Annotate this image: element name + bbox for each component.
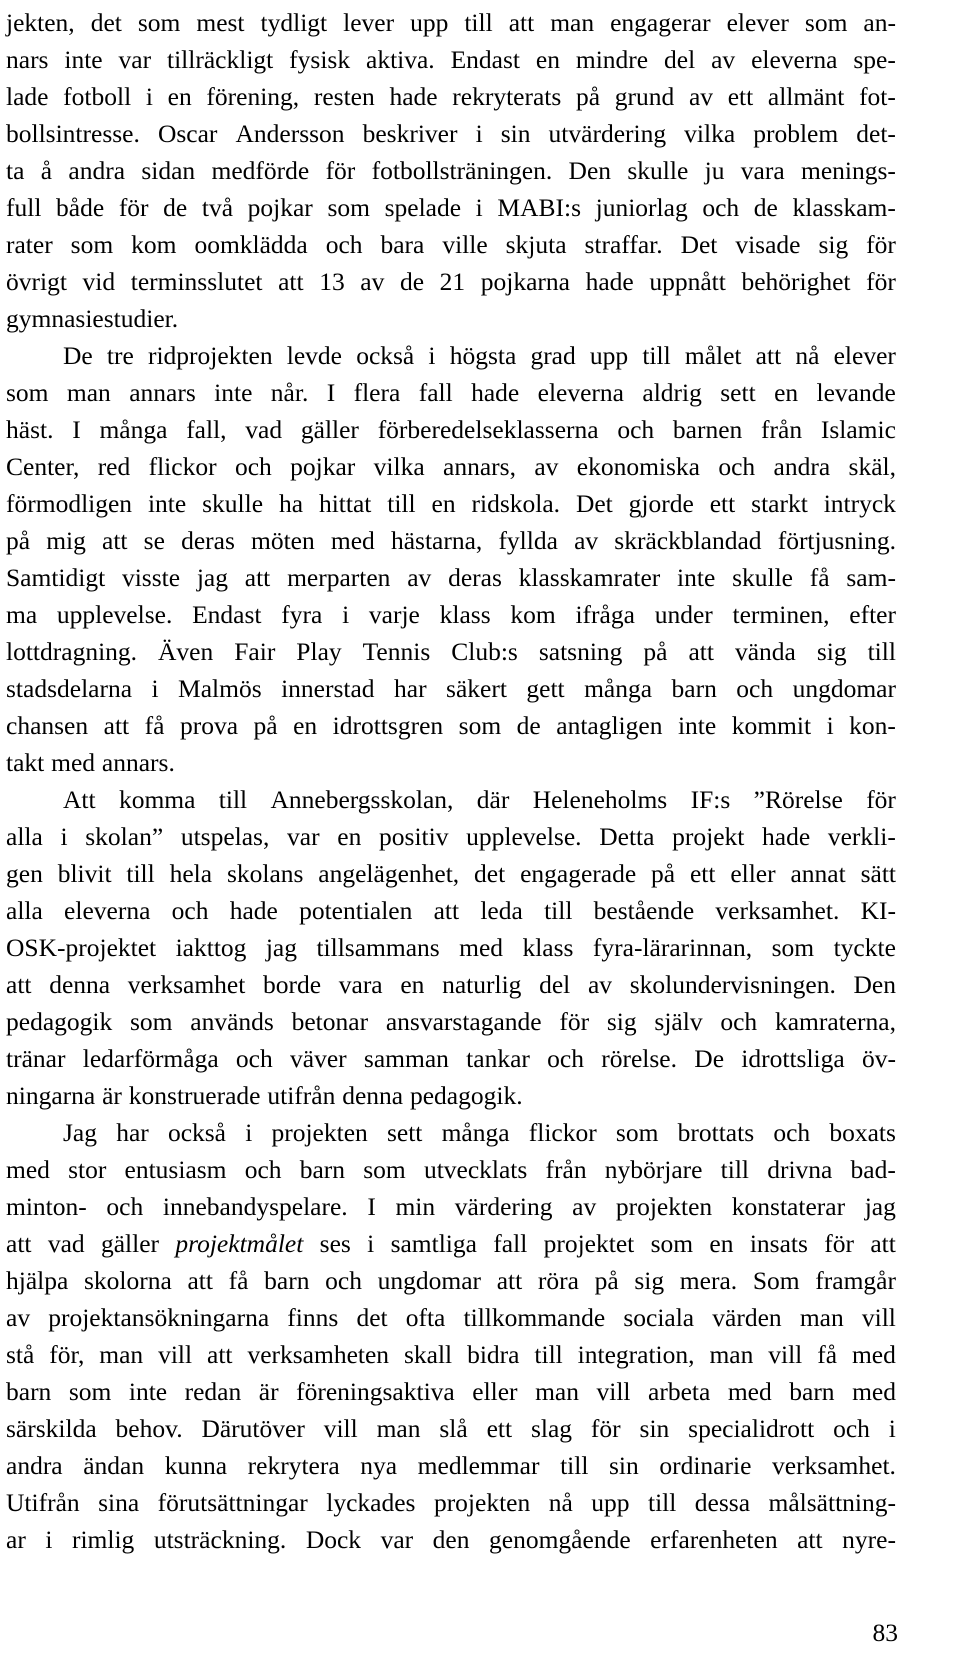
- text-line: alla eleverna och hade potentialen att leda till bestående verksamhet. KI-: [6, 896, 896, 925]
- text-line: nars inte var tillräckligt fysisk aktiva. Endast en mindre del av eleverna spe-: [6, 45, 896, 74]
- text-line: att denna verksamhet borde vara en naturlig del av skolundervisningen. Den: [6, 970, 896, 999]
- text-line: gymnasiestudier.: [6, 304, 179, 333]
- text-line: Samtidigt visste jag att merparten av deras klasskamrater inte skulle få sam-: [6, 563, 896, 592]
- text-line: häst. I många fall, vad gäller förberedelseklasserna och barnen från Islamic: [6, 415, 896, 444]
- text-line: rater som kom oomklädda och bara ville skjuta straffar. Det visade sig för: [6, 230, 896, 259]
- text-line: lade fotboll i en förening, resten hade rekryterats på grund av ett allmänt fot-: [6, 82, 896, 111]
- text-line: Jag har också i projekten sett många flickor som brottats och boxats: [63, 1118, 896, 1147]
- text-line: OSK-projektet iakttog jag tillsammans med klass fyra-lärarinnan, som tyckte: [6, 933, 896, 962]
- text-line: lottdragning. Även Fair Play Tennis Club:s satsning på att vända sig till: [6, 637, 896, 666]
- text-line: stadsdelarna i Malmös innerstad har säkert gett många barn och ungdomar: [6, 674, 896, 703]
- text-line: att vad gäller projektmålet ses i samtliga fall projektet som en insats för att: [6, 1229, 896, 1258]
- text-line: tränar ledarförmåga och väver samman tankar och rörelse. De idrottsliga öv-: [6, 1044, 896, 1073]
- text-line: av projektansökningarna finns det ofta tillkommande sociala värden man vill: [6, 1303, 896, 1332]
- text-line: som man annars inte når. I flera fall hade eleverna aldrig sett en levande: [6, 378, 896, 407]
- text-line: ma upplevelse. Endast fyra i varje klass kom ifråga under terminen, efter: [6, 600, 896, 629]
- text-line: stå för, man vill att verksamheten skall bidra till integration, man vill få med: [6, 1340, 896, 1369]
- text-line: minton- och innebandyspelare. I min värdering av projekten konstaterar jag: [6, 1192, 896, 1221]
- page-number: 83: [872, 1618, 898, 1647]
- text-line: De tre ridprojekten levde också i högsta grad upp till målet att nå elever: [63, 341, 896, 370]
- text-line: med stor entusiasm och barn som utvecklats från nybörjare till drivna bad-: [6, 1155, 896, 1184]
- text-line: förmodligen inte skulle ha hittat till en ridskola. Det gjorde ett starkt intryck: [6, 489, 896, 518]
- text-line: takt med annars.: [6, 748, 175, 777]
- text-line: gen blivit till hela skolans angelägenhet, det engagerade på ett eller annat sätt: [6, 859, 896, 888]
- text-line: hjälpa skolorna att få barn och ungdomar att röra på sig mera. Som framgår: [6, 1266, 896, 1295]
- text-line: övrigt vid terminsslutet att 13 av de 21 pojkarna hade uppnått behörighet för: [6, 267, 896, 296]
- text-line: Utifrån sina förutsättningar lyckades projekten nå upp till dessa målsättning-: [6, 1488, 896, 1517]
- body-text: [6, 4, 896, 1558]
- text-line: Center, red flickor och pojkar vilka annars, av ekonomiska och andra skäl,: [6, 452, 896, 481]
- text-line: full både för de två pojkar som spelade i MABI:s juniorlag och de klasskam-: [6, 193, 896, 222]
- text-line: ningarna är konstruerade utifrån denna pedagogik.: [6, 1081, 523, 1110]
- text-line: andra ändan kunna rekrytera nya medlemmar till sin ordinarie verksamhet.: [6, 1451, 896, 1480]
- text-line: ta å andra sidan medförde för fotbollsträningen. Den skulle ju vara menings-: [6, 156, 896, 185]
- text-line: barn som inte redan är föreningsaktiva eller man vill arbeta med barn med: [6, 1377, 896, 1406]
- text-line: ar i rimlig utsträckning. Dock var den genomgående erfarenheten att nyre-: [6, 1525, 896, 1554]
- text-line: alla i skolan” utspelas, var en positiv upplevelse. Detta projekt hade verkli-: [6, 822, 896, 851]
- text-line: särskilda behov. Därutöver vill man slå ett slag för sin specialidrott och i: [6, 1414, 896, 1443]
- text-line: jekten, det som mest tydligt lever upp till att man engagerar elever som an-: [6, 8, 896, 37]
- text-line: chansen att få prova på en idrottsgren som de antagligen inte kommit i kon-: [6, 711, 896, 740]
- text-line: pedagogik som används betonar ansvarstagande för sig själv och kamraterna,: [6, 1007, 896, 1036]
- text-line: på mig att se deras möten med hästarna, fyllda av skräckblandad förtjusning.: [6, 526, 896, 555]
- text-line: bollsintresse. Oscar Andersson beskriver i sin utvärdering vilka problem det-: [6, 119, 896, 148]
- text-line: Att komma till Annebergsskolan, där Heleneholms IF:s ”Rörelse för: [63, 785, 896, 814]
